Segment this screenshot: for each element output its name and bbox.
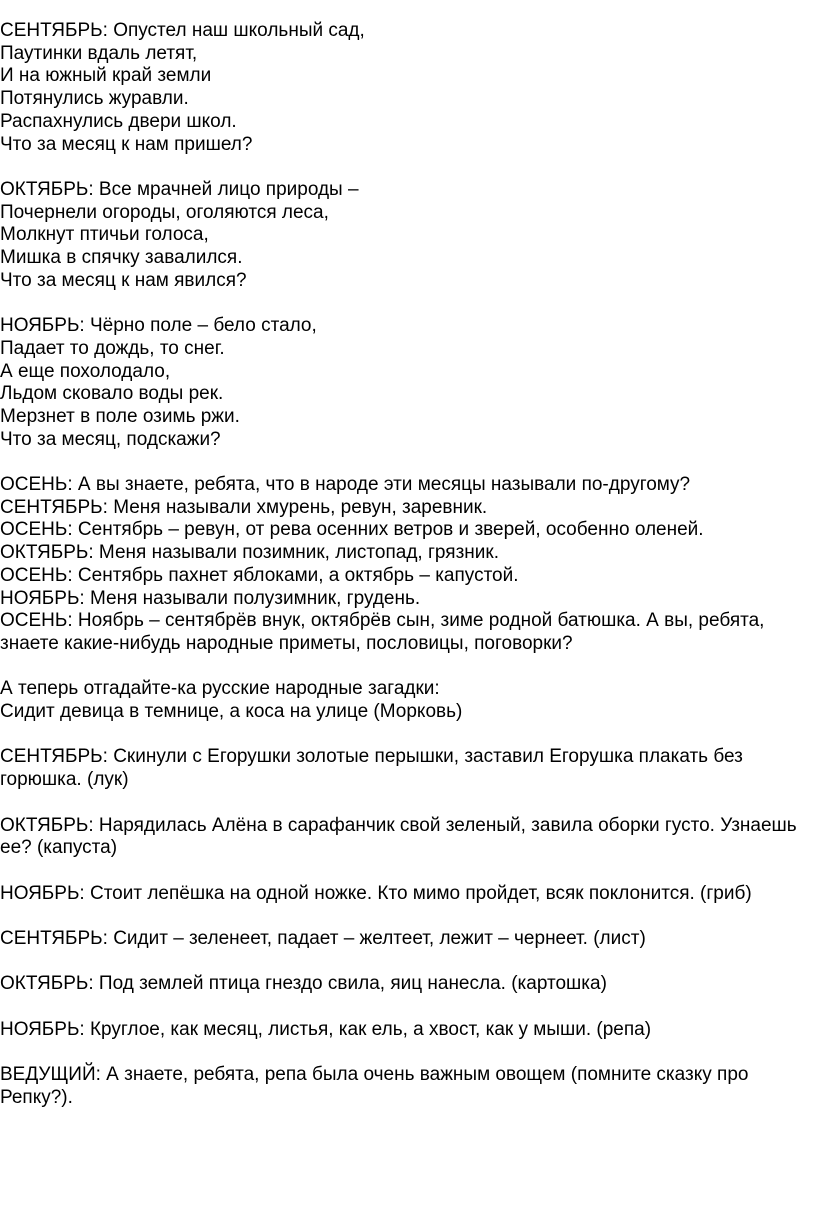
text-line: Потянулись журавли. [0, 88, 189, 110]
text-block [0, 315, 808, 451]
text-line: Сидит девица в темнице, а коса на улице (Морковь) [0, 701, 463, 723]
text-line: СЕНТЯБРЬ: Меня называли хмурень, ревун, заревник. [0, 496, 488, 518]
paragraph-spacer [0, 951, 808, 974]
paragraph-spacer [0, 996, 808, 1019]
text-line: И на южный край земли [0, 65, 212, 87]
paragraph-spacer [0, 656, 808, 679]
text-line: ОКТЯБРЬ: Нарядилась Алёна в сарафанчик свой зеленый, завила оборки густо. Узнаешь ее? (капуста) [0, 814, 797, 859]
text-line: ОСЕНЬ: Ноябрь – сентябрёв внук, октябрёв сын, зиме родной батюшка. А вы, ребята, знаете какие-нибудь народные приметы, пословицы, поговорки? [0, 610, 765, 654]
text-block [0, 928, 808, 951]
text-block [0, 746, 808, 791]
paragraph-spacer [0, 292, 808, 315]
text-line: Мишка в спячку завалился. [0, 247, 243, 269]
paragraph-spacer [0, 156, 808, 179]
text-line: НОЯБРЬ: Чёрно поле – бело стало, [0, 315, 317, 337]
text-line: ОКТЯБРЬ: Под землей птица гнездо свила, яиц нанесла. (картошка) [0, 973, 607, 995]
text-line: Что за месяц, подскажи? [0, 428, 221, 450]
paragraph-spacer [0, 451, 808, 474]
text-line: ОСЕНЬ: Сентябрь – ревун, от рева осенних ветров и зверей, особенно оленей. [0, 519, 704, 541]
text-line: Почернели огороды, оголяются леса, [0, 201, 329, 223]
text-line: Что за месяц к нам явился? [0, 269, 247, 291]
paragraph-spacer [0, 905, 808, 928]
text-block [0, 1019, 808, 1042]
text-line: ОКТЯБРЬ: Меня называли позимник, листопад, грязник. [0, 542, 499, 564]
text-block [0, 179, 808, 293]
document-body [0, 20, 808, 1110]
text-line: ВЕДУЩИЙ: А знаете, ребята, репа была очень важным овощем (помните сказку про Репку?). [0, 1064, 749, 1108]
text-line: ОСЕНЬ: А вы знаете, ребята, что в народе эти месяцы называли по-другому? [0, 474, 691, 496]
paragraph-spacer [0, 792, 808, 815]
text-line: А еще похолодало, [0, 360, 171, 382]
text-line: Что за месяц к нам пришел? [0, 133, 253, 155]
text-line: СЕНТЯБРЬ: Сидит – зеленеет, падает – желтеет, лежит – чернеет. (лист) [0, 928, 646, 949]
text-line: НОЯБРЬ: Круглое, как месяц, листья, как ель, а хвост, как у мыши. (репа) [0, 1018, 652, 1040]
text-line: НОЯБРЬ: Стоит лепёшка на одной ножке. Кто мимо пройдет, всяк поклонится. (гриб) [0, 882, 752, 904]
text-line: СЕНТЯБРЬ: Скинули с Егорушки золотые перышки, заставил Егорушка плакать без горюшка. (лук) [0, 746, 743, 791]
text-line: ОКТЯБРЬ: Все мрачней лицо природы – [0, 178, 359, 200]
paragraph-spacer [0, 724, 808, 747]
text-line: А теперь отгадайте-ка русские народные загадки: [0, 678, 440, 700]
paragraph-spacer [0, 1041, 808, 1064]
text-block [0, 883, 808, 906]
text-line: Молкнут птичьи голоса, [0, 224, 209, 246]
text-block [0, 815, 808, 860]
text-line: СЕНТЯБРЬ: Опустел наш школьный сад, [0, 20, 365, 41]
text-line: НОЯБРЬ: Меня называли полузимник, грудень. [0, 587, 421, 609]
paragraph-spacer [0, 860, 808, 883]
text-line: Мерзнет в поле озимь ржи. [0, 405, 240, 427]
text-block [0, 1064, 808, 1109]
text-line: ОСЕНЬ: Сентябрь пахнет яблоками, а октябрь – капустой. [0, 564, 519, 586]
text-block [0, 474, 808, 656]
text-block [0, 678, 808, 723]
text-block [0, 20, 808, 156]
text-line: Падает то дождь, то снег. [0, 337, 225, 359]
text-line: Льдом сковало воды рек. [0, 383, 224, 405]
text-line: Паутинки вдаль летят, [0, 42, 198, 64]
text-block [0, 973, 808, 996]
text-line: Распахнулись двери школ. [0, 110, 237, 132]
